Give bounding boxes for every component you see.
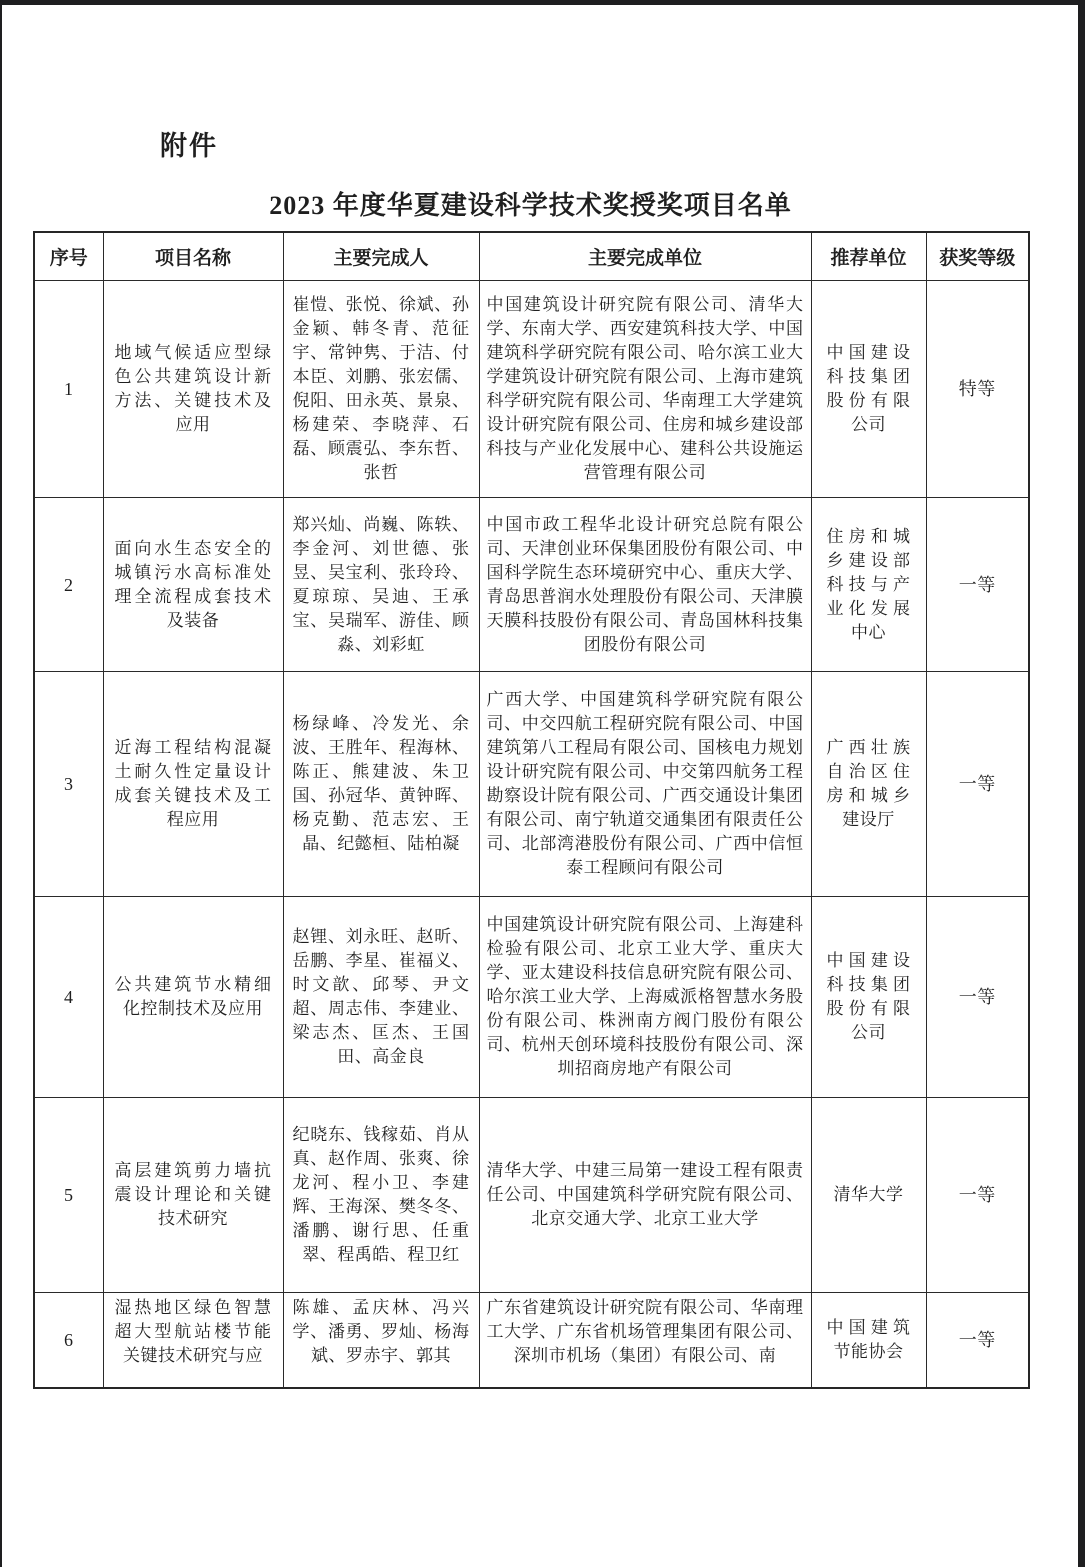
column-header-recommender: 推荐单位 [811,232,926,281]
recommender-cell: 中国建设科技集团股份有限公司 [811,897,926,1098]
organizations-cell: 广西大学、中国建筑科学研究院有限公司、中交四航工程研究院有限公司、中国建筑第八工程局有限公司、国核电力规划设计研究院有限公司、中交第四航务工程勘察设计院有限公司、广西交通设计集团有限公司、南宁轨道交通集团有限责任公司、北部湾港股份有限公司、广西中信恒泰工程顾问有限公司 [479,672,811,897]
recommender-cell: 中国建设科技集团股份有限公司 [811,281,926,498]
table-row [34,1293,1029,1388]
organizations-cell: 中国市政工程华北设计研究总院有限公司、天津创业环保集团股份有限公司、中国科学院生态环境研究中心、重庆大学、青岛思普润水处理股份有限公司、天津膜天膜科技股份有限公司、青岛国林科技集团股份有限公司 [479,498,811,672]
column-header-project-name: 项目名称 [103,232,283,281]
contributors-cell: 纪晓东、钱稼茹、肖从真、赵作周、张爽、徐龙河、程小卫、李建辉、王海深、樊冬冬、潘鹏、谢行思、任重翠、程禹皓、程卫红 [283,1098,479,1293]
contributors-cell: 崔愷、张悦、徐斌、孙金颖、韩冬青、范征宇、常钟隽、于洁、付本臣、刘鹏、张宏儒、倪阳、田永英、景泉、杨建荣、李晓萍、石磊、顾震弘、李东哲、张哲 [283,281,479,498]
organizations-cell: 中国建筑设计研究院有限公司、上海建科检验有限公司、北京工业大学、重庆大学、亚太建设科技信息研究院有限公司、哈尔滨工业大学、上海威派格智慧水务股份有限公司、株洲南方阀门股份有限公司、杭州天创环境科技股份有限公司、深圳招商房地产有限公司 [479,897,811,1098]
award-grade-cell: 一等 [926,1293,1029,1388]
column-header-contributors: 主要完成人 [283,232,479,281]
column-header-index: 序号 [34,232,103,281]
table-row [34,672,1029,897]
contributors-cell: 杨绿峰、冷发光、余波、王胜年、程海林、陈正、熊建波、朱卫国、孙冠华、黄钟晖、杨克勤、范志宏、王晶、纪懿桓、陆柏凝 [283,672,479,897]
table-header-row [34,232,1029,281]
index-cell: 1 [34,281,103,498]
project-name-cell: 高层建筑剪力墙抗震设计理论和关键技术研究 [103,1098,283,1293]
table-row [34,897,1029,1098]
column-header-award-grade: 获奖等级 [926,232,1029,281]
award-grade-cell: 一等 [926,672,1029,897]
index-cell: 3 [34,672,103,897]
table-row [34,281,1029,498]
scan-edge-top [0,0,1085,5]
recommender-cell: 清华大学 [811,1098,926,1293]
page-title: 2023 年度华夏建设科学技术奖授奖项目名单 [269,191,792,220]
table-row [34,498,1029,672]
index-cell: 2 [34,498,103,672]
project-name-cell: 公共建筑节水精细化控制技术及应用 [103,897,283,1098]
project-name-cell: 地域气候适应型绿色公共建筑设计新方法、关键技术及应用 [103,281,283,498]
project-name-cell: 湿热地区绿色智慧超大型航站楼节能关键技术研究与应 [103,1293,283,1388]
index-cell: 5 [34,1098,103,1293]
attachment-label: 附件 [160,131,218,161]
award-grade-cell: 特等 [926,281,1029,498]
recommender-cell: 中国建筑节能协会 [811,1293,926,1388]
organizations-cell: 清华大学、中建三局第一建设工程有限责任公司、中国建筑科学研究院有限公司、北京交通大学、北京工业大学 [479,1098,811,1293]
column-header-organizations: 主要完成单位 [479,232,811,281]
award-grade-cell: 一等 [926,498,1029,672]
contributors-cell: 赵锂、刘永旺、赵昕、岳鹏、李星、崔福义、时文歆、邱琴、尹文超、周志伟、李建业、梁志杰、匡杰、王国田、高金良 [283,897,479,1098]
index-cell: 4 [34,897,103,1098]
recommender-cell: 广西壮族自治区住房和城乡建设厅 [811,672,926,897]
recommender-cell: 住房和城乡建设部科技与产业化发展中心 [811,498,926,672]
scan-edge-left [0,0,2,1567]
award-grade-cell: 一等 [926,1098,1029,1293]
award-grade-cell: 一等 [926,897,1029,1098]
project-name-cell: 面向水生态安全的城镇污水高标准处理全流程成套技术及装备 [103,498,283,672]
contributors-cell: 陈雄、孟庆林、冯兴学、潘勇、罗灿、杨海斌、罗赤宇、郭其 [283,1293,479,1388]
project-name-cell: 近海工程结构混凝土耐久性定量设计成套关键技术及工程应用 [103,672,283,897]
contributors-cell: 郑兴灿、尚巍、陈轶、李金河、刘世德、张昱、吴宝利、张玲玲、夏琼琼、吴迪、王承宝、吴瑞军、游佳、顾淼、刘彩虹 [283,498,479,672]
awards-table [33,231,1030,1389]
scan-edge-right [1078,0,1085,1567]
organizations-cell: 广东省建筑设计研究院有限公司、华南理工大学、广东省机场管理集团有限公司、深圳市机场（集团）有限公司、南 [479,1293,811,1388]
index-cell: 6 [34,1293,103,1388]
table-row [34,1098,1029,1293]
organizations-cell: 中国建筑设计研究院有限公司、清华大学、东南大学、西安建筑科技大学、中国建筑科学研究院有限公司、哈尔滨工业大学建筑设计研究院有限公司、上海市建筑科学研究院有限公司、华南理工大学建筑设计研究院有限公司、住房和城乡建设部科技与产业化发展中心、建科公共设施运营管理有限公司 [479,281,811,498]
